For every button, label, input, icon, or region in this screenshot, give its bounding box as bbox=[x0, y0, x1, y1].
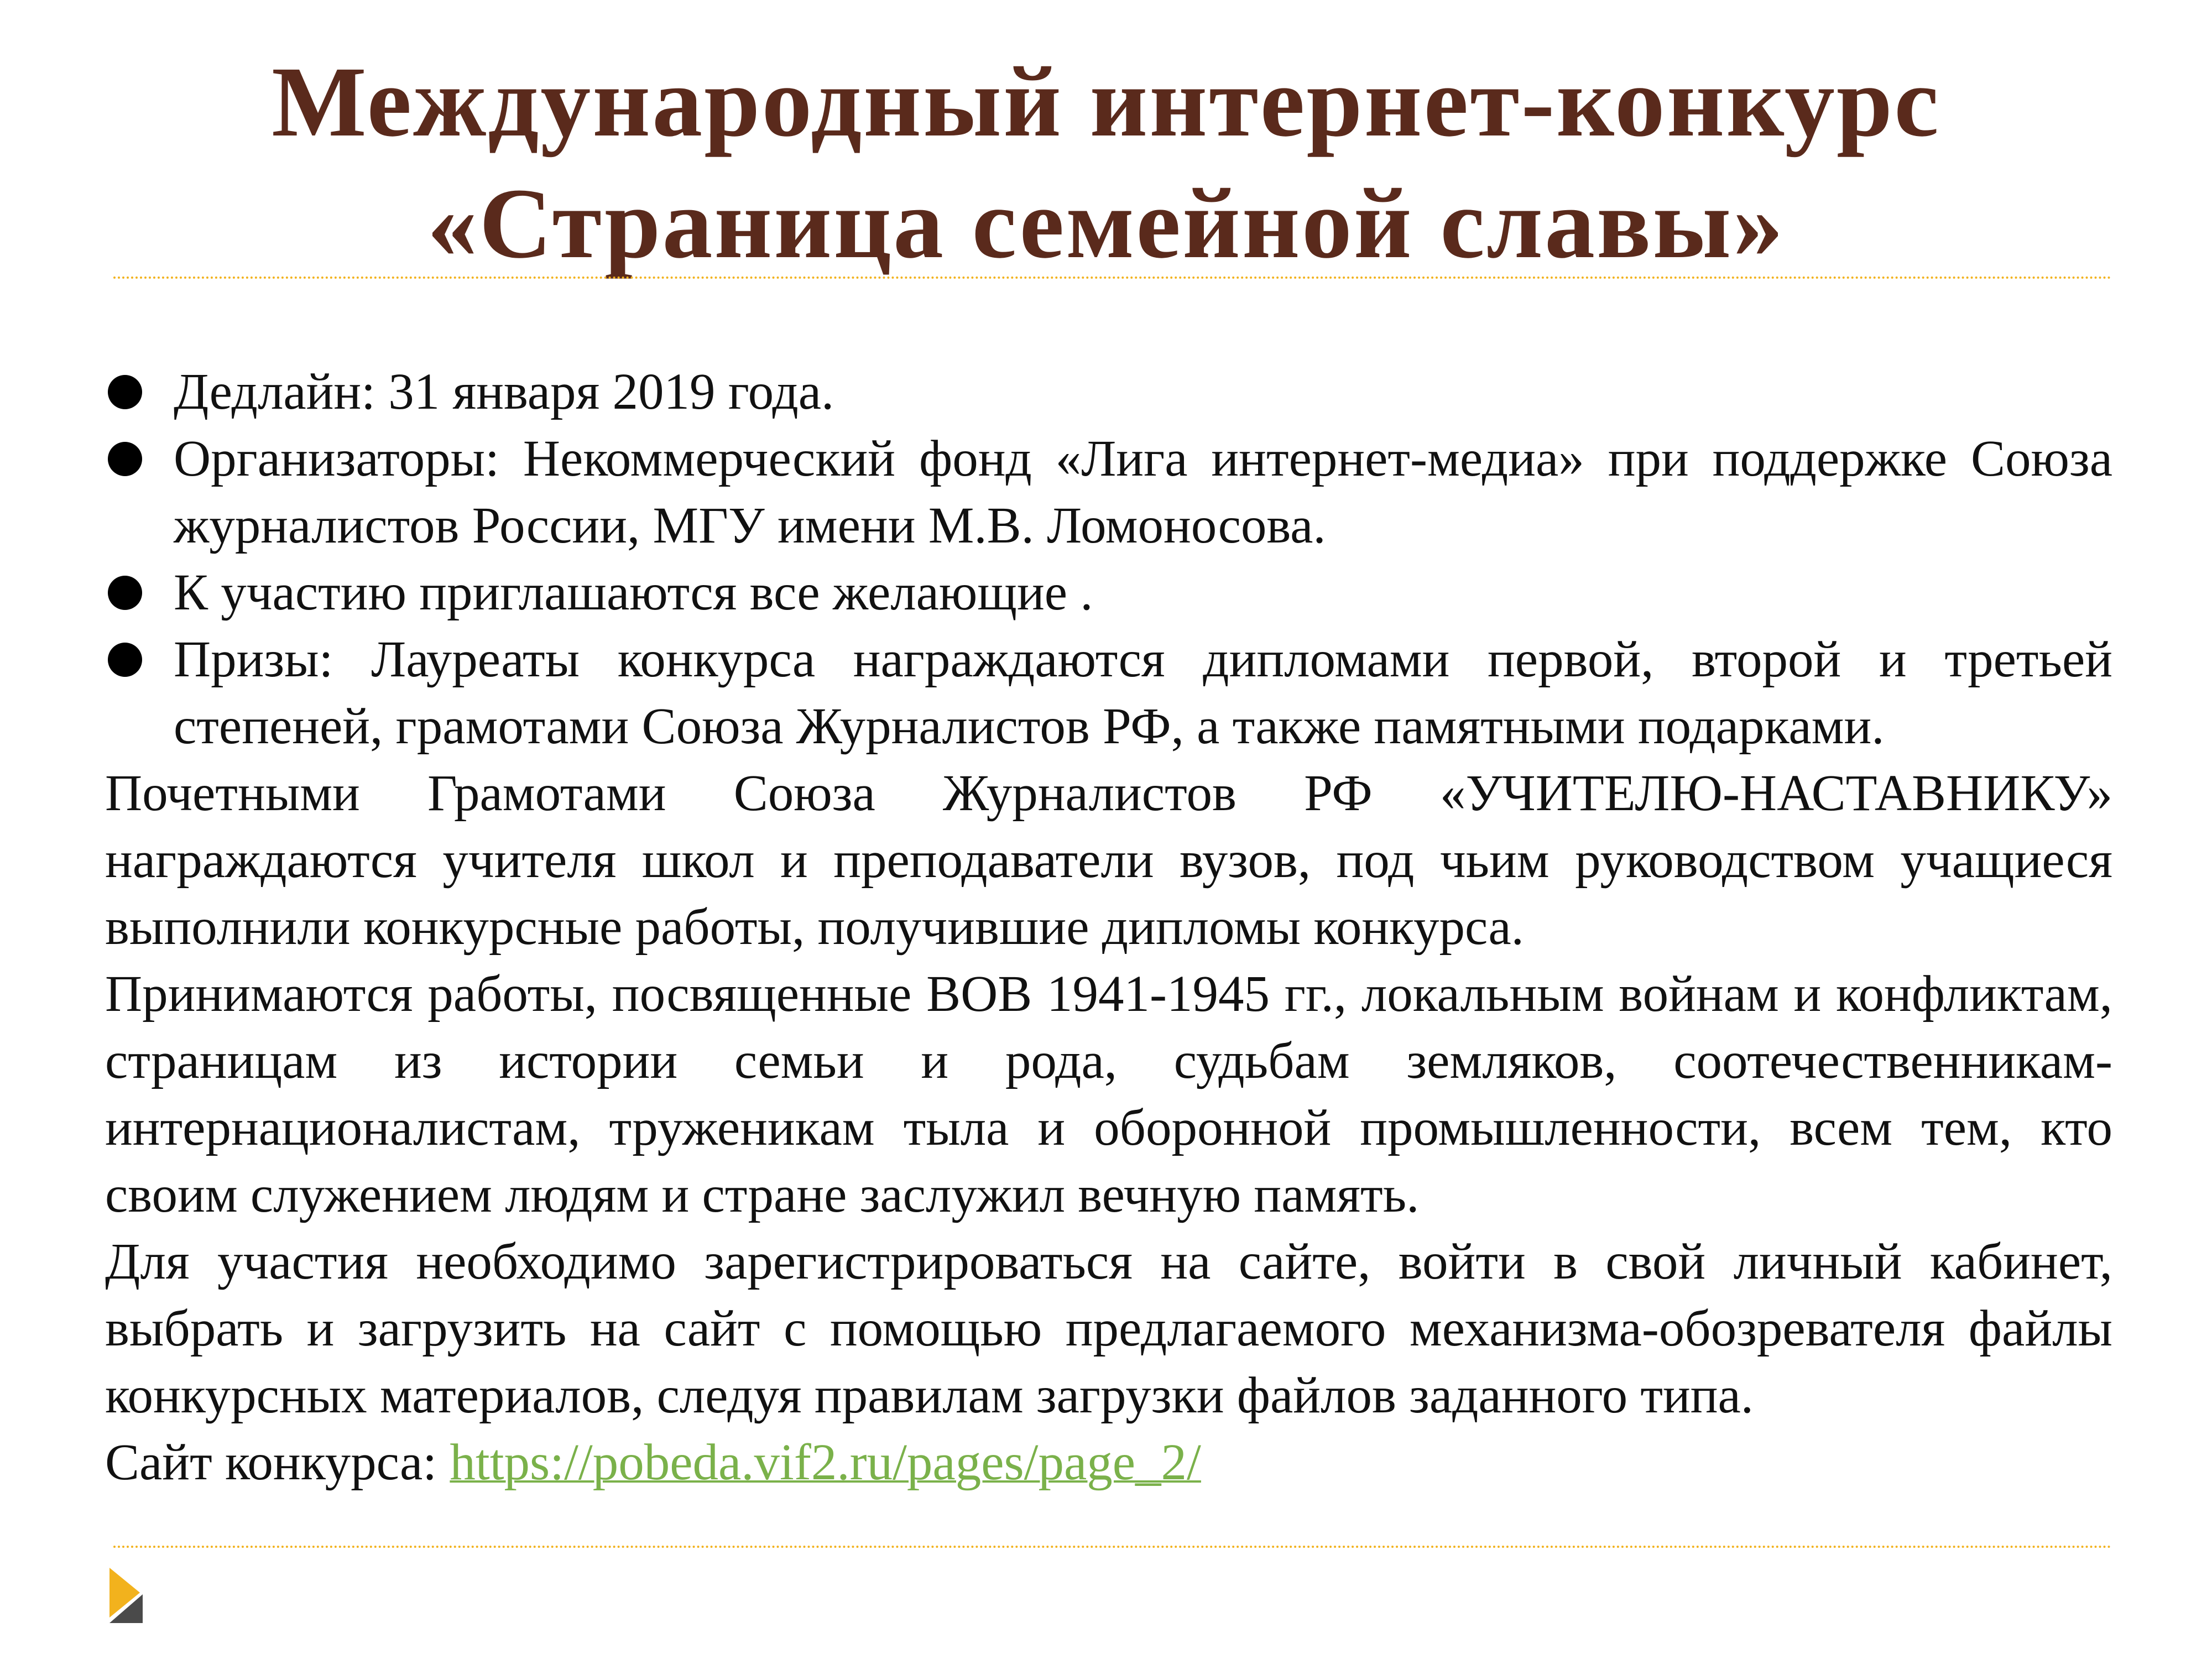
bullet-text: Организаторы: Некоммерческий фонд «Лига интернет-медиа» при поддержке Союза журналистов России, МГУ имени М.В. Ломоносова. bbox=[174, 430, 2112, 554]
bullet-item-organizers bbox=[105, 425, 2112, 559]
play-arrow-icon bbox=[109, 1568, 143, 1623]
title-line-2: «Страница семейной славы» bbox=[427, 168, 1785, 279]
site-line bbox=[105, 1429, 2112, 1496]
footer-divider bbox=[113, 1546, 2112, 1548]
bullet-dot-icon bbox=[108, 442, 142, 476]
slide-title bbox=[111, 41, 2101, 285]
bullet-text: К участию приглашаются все желающие . bbox=[174, 564, 1093, 621]
bullet-dot-icon bbox=[108, 576, 142, 610]
site-link[interactable]: https://pobeda.vif2.ru/pages/page_2/ bbox=[450, 1434, 1201, 1491]
title-line-1: Международный интернет-конкурс bbox=[272, 46, 1940, 158]
paragraph-participation: Для участия необходимо зарегистрироваться на сайте, войти в свой личный кабинет, выбрать и загрузить на сайт с помощью предлагаемого механизма-обозревателя файлы конкурсных материалов, следуя правилам загрузки файлов заданного типа. bbox=[105, 1233, 2112, 1424]
bullet-text: Призы: Лауреаты конкурса награждаются дипломами первой, второй и третьей степеней, грамотами Союза Журналистов РФ, а также памятными подарками. bbox=[174, 631, 2112, 755]
bullet-item-prizes bbox=[105, 626, 2112, 760]
bullet-text: Дедлайн: 31 января 2019 года. bbox=[174, 363, 834, 420]
bullet-dot-icon bbox=[108, 643, 142, 677]
site-label: Сайт конкурса: bbox=[105, 1434, 450, 1491]
paragraph-awards: Почетными Грамотами Союза Журналистов РФ «УЧИТЕЛЮ-НАСТАВНИКУ» награждаются учителя школ и преподаватели вузов, под чьим руководством учащиеся выполнили конкурсные работы, получившие дипломы конкурса. bbox=[105, 765, 2112, 956]
bullet-list bbox=[105, 358, 2112, 760]
bullet-item-participants bbox=[105, 559, 2112, 626]
slide-body bbox=[105, 358, 2112, 1496]
bullet-item-deadline bbox=[105, 358, 2112, 425]
title-divider bbox=[113, 276, 2112, 279]
paragraph-topics: Принимаются работы, посвященные ВОВ 1941-1945 гг., локальным войнам и конфликтам, страницам из истории семьи и рода, судьбам земляков, соотечественникам-интернационалистам, труженикам тыла и оборонной промышленности, всем тем, кто своим служением людям и стране заслужил вечную память. bbox=[105, 966, 2112, 1223]
bullet-dot-icon bbox=[108, 375, 142, 409]
